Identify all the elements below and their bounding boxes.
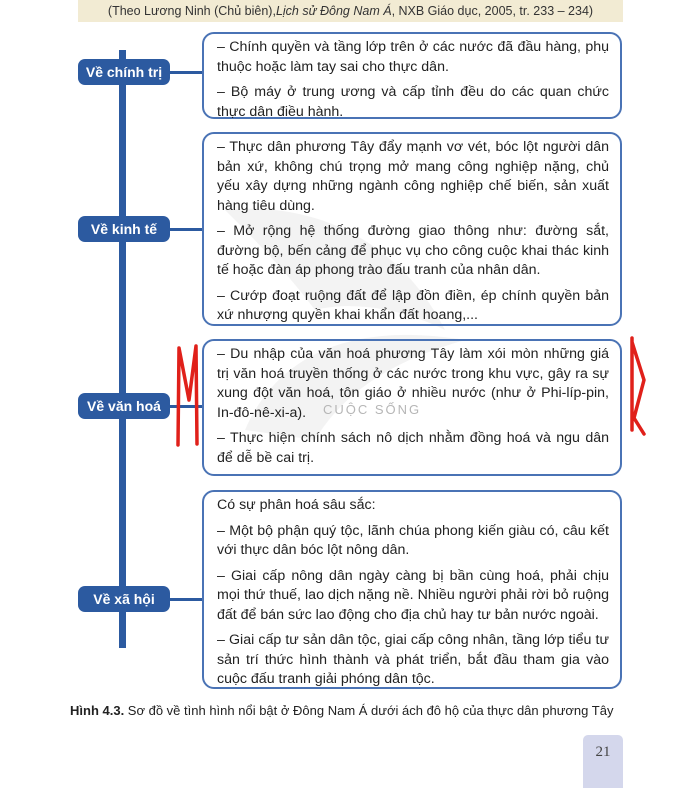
label-culture: Về văn hoá — [78, 393, 170, 419]
citation-prefix: (Theo Lương Ninh (Chủ biên), — [107, 4, 276, 18]
economy-point-3: – Cướp đoạt ruộng đất để lập đồn điền, ép chính quyền bản xứ nhượng quyền khai khẩn đất hoang,... — [217, 287, 609, 323]
culture-point-1: – Du nhập của văn hoá phương Tây làm xói mòn những giá trị văn hoá truyền thống ở các nước trong khu vực, gây ra sự xung đột văn hoá, tôn giáo ở nhiều nước (như ở Phi-líp-pin, In-đô-nê-xi-a). — [217, 346, 609, 421]
society-point-3: – Giai cấp tư sản dân tộc, giai cấp công nhân, tầng lớp tiểu tư sản trí thức hình thành và phát triển, bắt đầu tham gia vào cuộc đấu tranh giải phóng dân tộc. — [217, 632, 609, 687]
source-citation — [78, 0, 623, 22]
economy-point-2: – Mở rộng hệ thống đường giao thông như: đường sắt, đường bộ, bến cảng để phục vụ cho công cuộc khai thác kinh tế hoặc đàn áp phong trào đấu tranh của nhân dân. — [217, 223, 609, 278]
label-economy: Về kinh tế — [78, 216, 170, 242]
red-annotation-right — [626, 330, 650, 440]
society-point-1: – Một bộ phận quý tộc, lãnh chúa phong kiến giàu có, câu kết với thực dân bóc lột nông dân. — [217, 522, 609, 558]
label-society: Về xã hội — [78, 586, 170, 612]
page-tab — [583, 735, 623, 788]
watermark-text: CUỘC SỐNG — [323, 402, 422, 417]
connector-society — [170, 598, 202, 601]
society-point-2: – Giai cấp nông dân ngày càng bị bần cùng hoá, phải chịu mọi thứ thuế, lao dịch nặng nề. Nhiều người phải rời bỏ ruộng đất để bán sức lao động cho địa chủ hay tư bản nước ngoài. — [217, 567, 609, 623]
figure-number: Hình 4.3. — [70, 703, 125, 718]
label-politics: Về chính trị — [78, 59, 170, 85]
connector-culture — [170, 405, 202, 408]
society-intro: Có sự phân hoá sâu sắc: — [217, 497, 376, 513]
box-economy — [202, 132, 622, 326]
economy-point-1: – Thực dân phương Tây đẩy mạnh vơ vét, bóc lột người dân bản xứ, không chú trọng mở mang công nghiệp nặng, chủ yếu xây dựng những ngành công nghiệp chế biến, sản xuất hàng tiêu dùng. — [217, 139, 609, 214]
red-annotation-left — [172, 340, 204, 450]
box-politics — [202, 32, 622, 119]
figure-caption — [70, 703, 613, 718]
connector-economy — [170, 228, 202, 231]
figure-caption-text: Sơ đồ về tình hình nổi bật ở Đông Nam Á dưới ách đô hộ của thực dân phương Tây — [124, 703, 614, 718]
diagram-spine — [119, 50, 126, 648]
box-society — [202, 490, 622, 689]
connector-politics — [170, 71, 202, 74]
citation-suffix: , NXB Giáo dục, 2005, tr. 233 – 234) — [391, 4, 594, 18]
politics-point-1: – Chính quyền và tầng lớp trên ở các nước đã đầu hàng, phụ thuộc hoặc làm tay sai cho thực dân. — [217, 39, 609, 75]
box-culture — [202, 339, 622, 476]
politics-point-2: – Bộ máy ở trung ương và cấp tỉnh đều do các quan chức thực dân điều hành. — [217, 84, 609, 120]
page-number: 21 — [595, 744, 611, 760]
culture-point-2: – Thực hiện chính sách nô dịch nhằm đồng hoá và ngu dân để dễ bề cai trị. — [217, 430, 609, 466]
citation-book-title: Lịch sử Đông Nam Á — [275, 4, 392, 18]
